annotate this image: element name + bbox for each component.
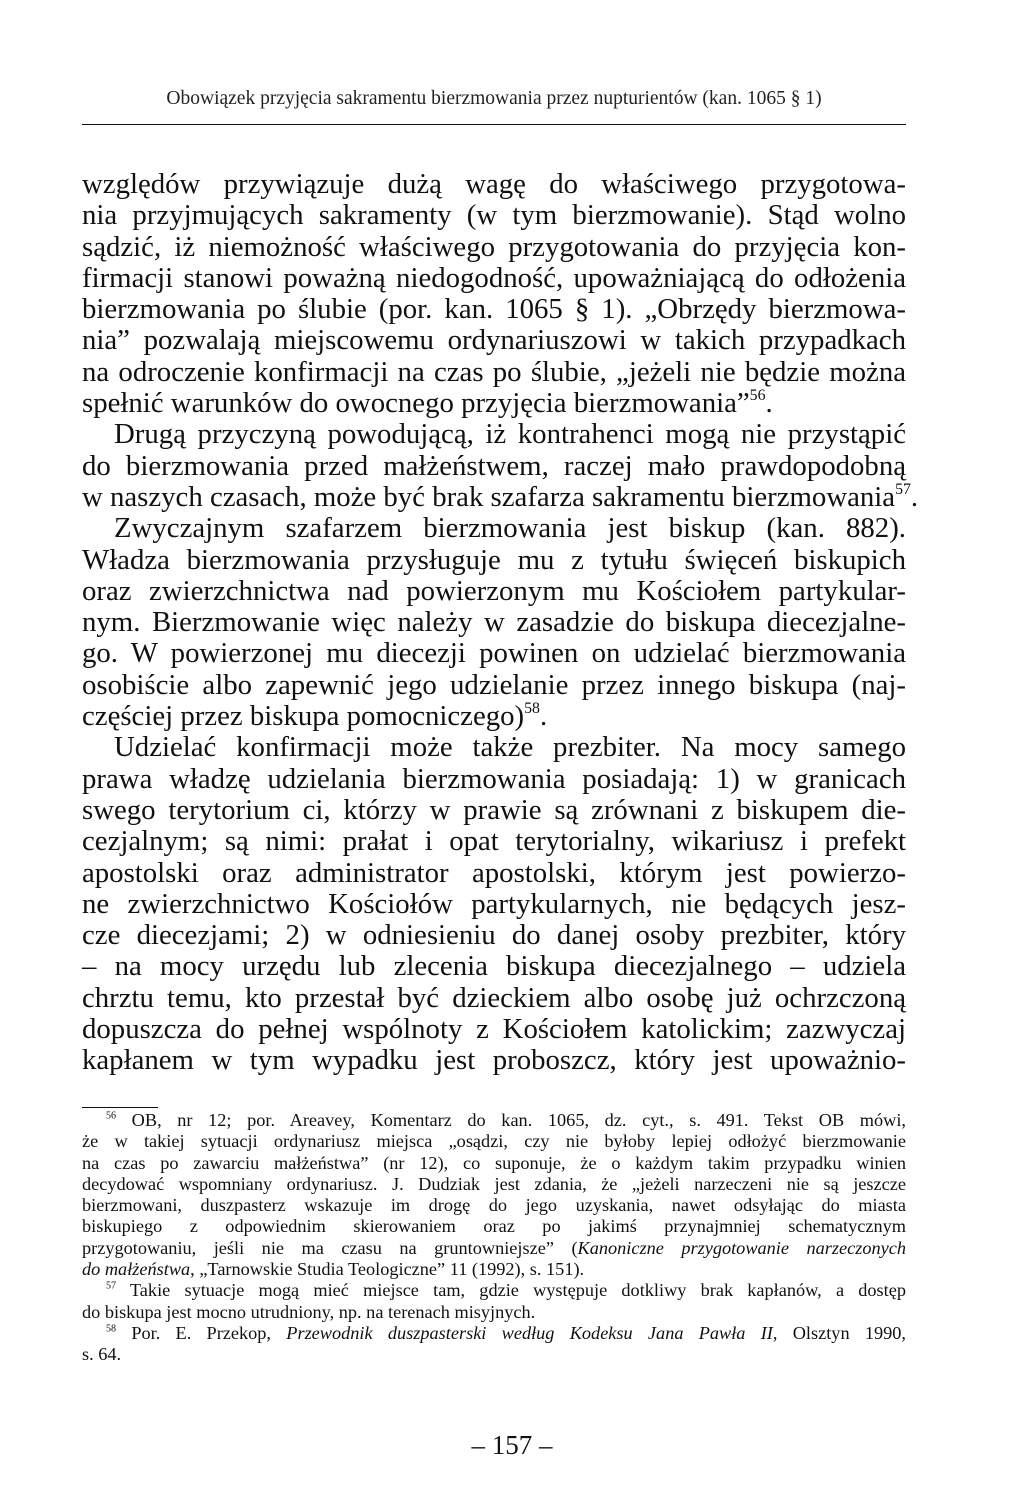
page-number: – 157 – [471,1430,553,1460]
text-line: sądzić, iż niemożność właściwego przygotowania do przyjęcia kon- [82,230,906,263]
text-line: nia przyjmujących sakramenty (w tym bierzmowanie). Stąd wolno [82,199,906,232]
book-title: Kanoniczne przygotowanie narzeczonych [577,1237,906,1258]
footnote-56-line: bierzmowani, duszpasterz wskazuje im drogę do jego uzyskania, nawet odsyłając do miasta [82,1195,906,1216]
text-line: nym. Bierzmowanie więc należy w zasadzie do biskupa diecezjalne- [82,606,906,639]
footnote-56-line: na czas po zawarciu małżeństwa” (nr 12), co suponuje, że o każdym takim przypadku winien [82,1152,906,1173]
footnote-56-line: decydować wspomniany ordynariusz. J. Dudziak jest zdania, że „jeżeli narzeczeni nie są jeszcze [82,1173,906,1194]
text-fragment: . [765,387,773,420]
text-line: cze diecezjami; 2) w odniesieniu do danej osoby prezbiter, który [82,919,906,952]
footnote-56-line [82,1238,906,1259]
text-line: Władza bierzmowania przysługuje mu z tytułu święceń biskupich [82,543,906,576]
footnote-ref-56: 56 [749,387,766,405]
footnote-number: 58 [106,1323,117,1335]
text-line: Udzielać konfirmacji może także prezbiter. Na mocy samego [114,731,906,764]
text-fragment: Por. E. Przekop, [131,1322,287,1343]
text-line: go. W powierzonej mu diecezji powinen on udzielać bierzmowania [82,637,906,670]
text-line: Drugą przyczyną powodującą, iż kontrahenci mogą nie przystąpić [114,418,906,451]
header-rule [82,124,906,125]
text-line: kapłanem w tym wypadku jest proboszcz, który jest upoważnio- [82,1044,906,1077]
footnote-number: 57 [106,1280,117,1292]
text-fragment: OB, nr 12; por. Areavey, Komentarz do kan. 1065, dz. cyt., s. 491. Tekst OB mówi, [131,1110,906,1130]
running-header: Obowiązek przyjęcia sakramentu bierzmowania przez nupturientów (kan. 1065 § 1) [166,88,822,109]
text-line: apostolski oraz administrator apostolski, którym jest powierzo- [82,856,906,889]
footnote-58-line [82,1323,906,1344]
text-fragment: spełnić warunków do owocnego przyjęcia bierzmowania” [82,387,750,420]
text-line: do bierzmowania przed małżeństwem, raczej mało prawdopodobną [82,449,906,482]
text-line [82,480,919,513]
text-line: osobiście albo zapewnić jego udzielanie przez innego biskupa (naj- [82,668,906,701]
text-fragment: w naszych czasach, może być brak szafarza sakramentu bierzmowania [82,480,896,513]
text-line: – na mocy urzędu lub zlecenia biskupa diecezjalnego – udziela [82,950,906,983]
text-line: swego terytorium ci, którzy w prawie są zrównani z biskupem die- [82,793,906,826]
footnote-56-line [82,1259,906,1280]
text-line: na odroczenie konfirmacji na czas po ślubie, „jeżeli nie będzie można [82,355,906,388]
text-fragment: częściej przez biskupa pomocniczego) [82,700,525,733]
footnote-ref-57: 57 [895,481,911,499]
footnote-57-line: do biskupa jest mocno utrudniony, np. na terenach misyjnych. [82,1301,536,1322]
text-line [82,388,906,419]
text-line: bierzmowania po ślubie (por. kan. 1065 § 1). „Obrzędy bierzmowa- [82,293,906,326]
text-line: dopuszcza do pełnej wspólnoty z Kościołem katolickim; zazwyczaj [82,1013,906,1046]
main-text [82,168,919,1077]
text-line: Zwyczajnym szafarzem bierzmowania jest biskup (kan. 882). [114,512,906,545]
footnote-rule [82,1107,158,1108]
text-line: nia” pozwalają miejscowemu ordynariuszowi w takich przypadkach [82,324,906,357]
text-fragment: . [910,480,919,513]
text-line: chrztu temu, kto przestał być dzieckiem albo osobę już ochrzczoną [82,981,906,1014]
text-line [82,701,906,732]
footnote-ref-58: 58 [524,700,540,718]
footnote-56-line: że w takiej sytuacji ordynariusz miejsca „osądzi, czy nie byłoby lepiej odłożyć bierzmowanie [82,1131,906,1152]
text-fragment: . [539,700,548,733]
text-line: oraz zwierzchnictwa nad powierzonym mu Kościołem partykular- [82,574,906,607]
text-line: firmacji stanowi poważną niedogodność, upoważniającą do odłożenia [82,261,906,294]
footnotes [82,1110,906,1366]
text-fragment: , Olsztyn 1990, [772,1322,906,1343]
text-line: prawa władzę udzielania bierzmowania posiadają: 1) w granicach [82,762,906,795]
footnote-56-line [82,1110,906,1131]
text-fragment: , „Tarnowskie Studia Teologiczne” 11 (1992), s. 151). [190,1259,585,1280]
text-line: cezjalnym; są nimi: prałat i opat terytorialny, wikariusz i prefekt [82,825,906,858]
text-fragment: przygotowaniu, jeśli nie ma czasu na gruntowniejsze” ( [82,1237,578,1258]
text-line: względów przywiązuje dużą wagę do właściwego przygotowa- [82,168,906,200]
book-title: Przewodnik duszpasterski według Kodeksu Jana Pawła II [286,1322,773,1343]
footnote-57-line [82,1280,906,1301]
text-fragment: Takie sytuacje mogą mieć miejsce tam, gdzie występuje dotkliwy brak kapłanów, a dostęp [129,1280,906,1301]
footnote-56-line: biskupiego z odpowiednim skierowaniem oraz po jakimś przynajmniej schematycznym [82,1216,906,1237]
footnote-number: 56 [106,1110,117,1122]
text-line: ne zwierzchnictwo Kościołów partykularnych, nie będących jesz- [82,887,906,920]
book-title: do małżeństwa [82,1259,191,1280]
footnote-58-line: s. 64. [82,1344,122,1365]
